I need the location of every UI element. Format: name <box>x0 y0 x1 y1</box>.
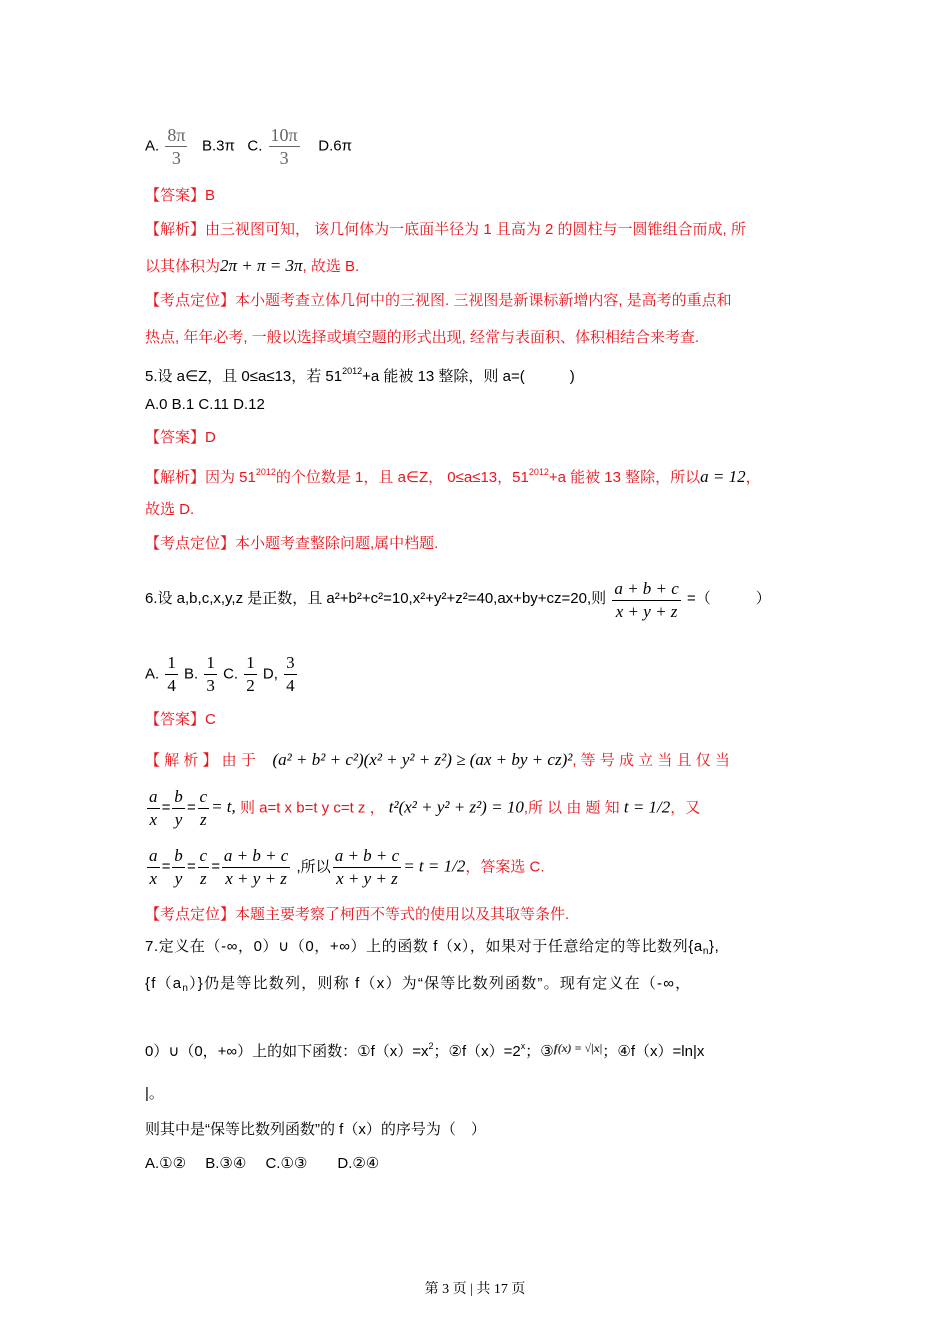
q6-stem-fraction: $\frac{a + b + c}{x + y + z}$ <box>614 579 679 621</box>
q7-line1: 7.定义在（-∞，0）∪（0，+∞）上的函数 f（x），如果对于任意给定的等比数列$\{a_n\}$, <box>145 938 720 957</box>
q7-options: A.①② B.③④ C.①③ D.②④ <box>145 1155 380 1172</box>
q5-analysis-line2: 故选 D. <box>145 501 195 518</box>
q6-option-d-fraction: $\frac{3}{4}$ <box>286 653 295 695</box>
q5-answer: 【答案】D <box>145 429 216 446</box>
q6-point: 【考点定位】本题主要考察了柯西不等式的使用以及其取等条件. <box>145 906 570 923</box>
q7-line5: 则其中是“保等比数列函数”的 f（x）的序号为（ ） <box>145 1121 486 1138</box>
sqrt-function-image: f(x) = √|x| <box>553 1041 603 1055</box>
q4-option-c-fraction: $\frac{10\pi}{3}$ <box>270 125 298 168</box>
q6-option-a-fraction: $\frac{1}{4}$ <box>167 653 176 695</box>
q6-analysis-line2: $\frac{a}{x}$ = $\frac{b}{y}$ = $\frac{c}{z}$ = t, 则 a=t x b=t y c=t z ， t²(x² + y² + z²) = 10,所 以 由 题 知 t = 1/2，又 <box>149 787 701 829</box>
q6-options: A. $\frac{1}{4}$ B. $\frac{1}{3}$ C. $\frac{1}{2}$ D, $\frac{3}{4}$ <box>145 653 295 695</box>
page-footer: 第 3 页 | 共 17 页 <box>424 1282 526 1297</box>
q4-point-line2: 热点, 年年必考, 一般以选择或填空题的形式出现, 经常与表面积、体积相结合来考查. <box>145 329 700 346</box>
q7-line2: $\{f(a_n)\}$仍是等比数列，则称 f（x）为“保等比数列函数”。现有定义在（-∞， <box>145 975 692 994</box>
q6-option-c-fraction: $\frac{1}{2}$ <box>246 653 255 695</box>
q4-option-a-fraction: $\frac{8\pi}{3}$ <box>167 125 186 168</box>
q5-analysis-line1: 【解析】因为 $51^{2012}$的个位数是 1，且 a∈Z， 0≤a≤13，$51^{2012}+a$ 能被 13 整除，所以a = 12， <box>145 467 761 486</box>
q7-line3: 0）∪（0，+∞）上的如下函数：$①f(x)=x^2$；$②f(x)=2^x$；③f(x) = √|x|；④f（x）=ln|x <box>145 1036 704 1062</box>
q7-line4: |。 <box>145 1085 164 1102</box>
q6-stem: 6.设 a,b,c,x,y,z 是正数，且 a²+b²+c²=10,x²+y²+z²=40,ax+by+cz=20,则 $\frac{a + b + c}{x + y + z}$ =（ ） <box>145 579 771 621</box>
q5-options: A.0 B.1 C.11 D.12 <box>145 396 265 413</box>
q4-analysis-line1: 【解析】由三视图可知， 该几何体为一底面半径为 1 且高为 2 的圆柱与一圆锥组合而成, 所 <box>145 221 746 238</box>
q4-analysis-line2: 以其体积为2π + π = 3π, 故选 B. <box>145 256 360 275</box>
q4-options: A. $\frac{8\pi}{3}$ B.3π C. $\frac{10\pi}{3}$ D.6π <box>145 125 352 168</box>
q6-answer: 【答案】C <box>145 711 216 728</box>
q6-option-b-fraction: $\frac{1}{3}$ <box>206 653 215 695</box>
q4-point-line1: 【考点定位】本小题考查立体几何中的三视图. 三视图是新课标新增内容, 是高考的重点和 <box>145 292 732 309</box>
q4-answer: 【答案】B <box>145 187 216 204</box>
q5-point: 【考点定位】本小题考查整除问题,属中档题. <box>145 535 439 552</box>
q6-analysis-line3: $\frac{a}{x}$ = $\frac{b}{y}$ = $\frac{c}{z}$ = $\frac{a + b + c}{x + y + z}$ ,所以 $\frac{a + b + c}{x + y + z}$ = t = 1/2，答案选 C. <box>149 846 545 888</box>
q5-stem: 5.设 a∈Z，且 0≤a≤13，若 $51^{2012}+a$ 能被 13 整除，则 a=( ) <box>145 366 575 385</box>
q6-analysis-line1: 【 解 析 】 由 于 (a² + b² + c²)(x² + y² + z²) ≥ (ax + by + cz)², 等 号 成 立 当 且 仅 当 <box>145 750 730 769</box>
